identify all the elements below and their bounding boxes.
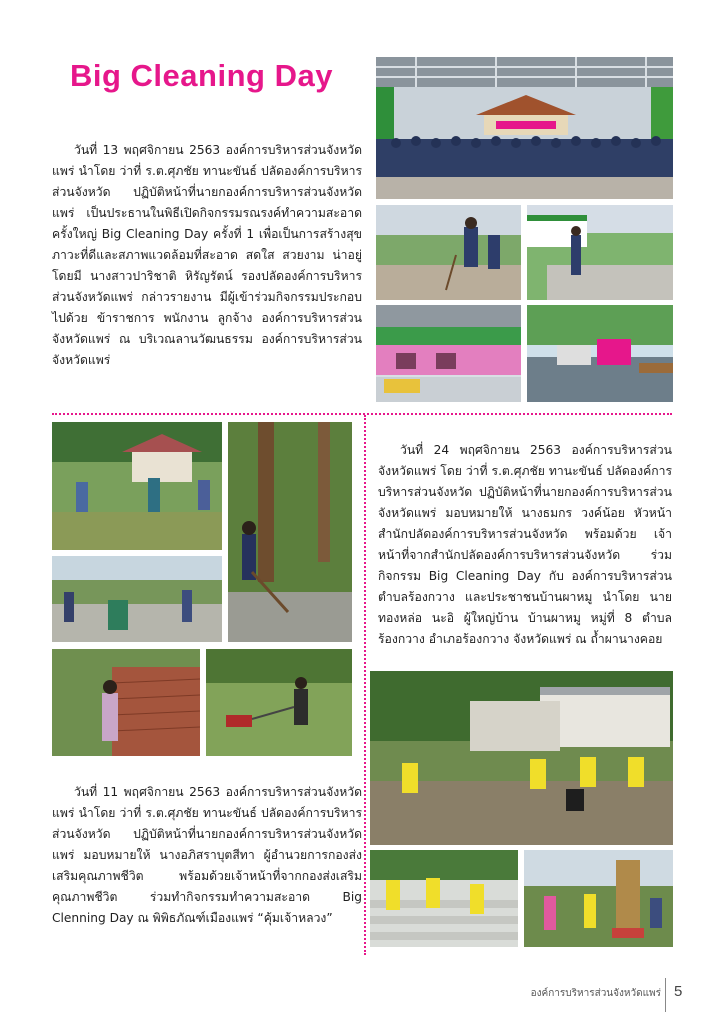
footer-org-name: องค์การบริหารส่วนจังหวัดแพร่ xyxy=(530,988,661,999)
photo-lawn-mowing xyxy=(206,649,352,756)
photo-building-pink xyxy=(376,305,521,402)
photo-group-ceremony xyxy=(376,57,673,199)
photo-yard-cleaning xyxy=(52,422,222,550)
paragraph-third: วันที่ 11 พฤศจิกายน 2563 องค์การบริหารส่วนจังหวัดแพร่ นำโดย ว่าที่ ร.ต.ศุภชัย ทานะขันธ์ ปลัดองค์การบริหารส่วนจังหวัด ปฏิบัติหน้าที่นายกองค์การบริหารส่วนจังหวัดแพร่ มอบหมายให้ นางอภิสราบุตสีทา ผู้อำนวยการกองส่งเสริมคุณภาพชีวิต พร้อมด้วยเจ้าหน้าที่จากกองส่งเสริมคุณภาพชีวิต ร่วมทำกิจกรรมทำความสะอาด Big Clenning Day ณ พิพิธภัณฑ์เมืองแพร่ “คุ้มเจ้าหลวง” xyxy=(52,785,362,926)
photo-shrine-cleaning xyxy=(524,850,673,947)
footer-divider xyxy=(665,978,666,1012)
photo-stairs-cleaning xyxy=(370,850,518,947)
page-number: 5 xyxy=(674,983,683,1000)
column-divider xyxy=(364,415,366,955)
paragraph-first: วันที่ 13 พฤศจิกายน 2563 องค์การบริหารส่วนจังหวัดแพร่ นำโดย ว่าที่ ร.ต.ศุภชัย ทานะขันธ์ ปลัดองค์การบริหารส่วนจังหวัด ปฏิบัติหน้าที่นายกองค์การบริหารส่วนจังหวัดแพร่ เป็นประธานในพิธีเปิดกิจกรรมรณรงค์ทำความสะอาดครั้งใหญ่ Big Cleaning Day ครั้งที่ 1 เพื่อเป็นการสร้างสุขภาวะที่ดีและสภาพแวดล้อมที่สะอาด สดใส สวยงาม น่าอยู่ โดยมี นางสาวปาริชาติ หิรัญรัตน์ รองปลัดองค์การบริหารส่วนจังหวัดแพร่ กล่าวรายงาน มีผู้เข้าร่วมกิจกรรมประกอบไปด้วย ข้าราชการ พนักงาน ลูกจ้าง องค์การบริหารส่วนจังหวัดแพร่ ณ บริเวณลานวัฒนธรรม องค์การบริหารส่วนจังหวัดแพร่ xyxy=(52,143,362,368)
photo-cave-cleaning xyxy=(370,671,673,845)
photo-sweeping-2 xyxy=(527,205,673,300)
article-title: Big Cleaning Day xyxy=(70,58,333,93)
photo-brick-wall xyxy=(52,649,200,756)
photo-tree-sweeping xyxy=(228,422,352,642)
photo-sweeping-1 xyxy=(376,205,521,300)
photo-water-spray xyxy=(527,305,673,402)
section-divider xyxy=(52,413,672,415)
photo-garden-bin xyxy=(52,556,222,642)
paragraph-second: วันที่ 24 พฤศจิกายน 2563 องค์การบริหารส่วนจังหวัดแพร่ โดย ว่าที่ ร.ต.ศุภชัย ทานะขันธ์ ปลัดองค์การบริหารส่วนจังหวัด ปฏิบัติหน้าที่นายกองค์การบริหารส่วนจังหวัดแพร่ มอบหมายให้ นางธมกร วงค์น้อย หัวหน้าสำนักปลัดองค์การบริหารส่วนจังหวัด พร้อมด้วย เจ้าหน้าที่จากสำนักปลัดองค์การบริหารส่วนจังหวัด ร่วมกิจกรรม Big Cleaning Day กับ องค์การบริหารส่วนตำบลร้องกวาง และประชาชนบ้านผาหมู นำโดย นายทองหล่อ นะอิ ผู้ใหญ่บ้าน บ้านผาหมู หมู่ที่ 8 ตำบลร้องกวาง อำเภอร้องกวาง จังหวัดแพร่ ณ ถ้ำผานางคอย xyxy=(378,443,672,647)
